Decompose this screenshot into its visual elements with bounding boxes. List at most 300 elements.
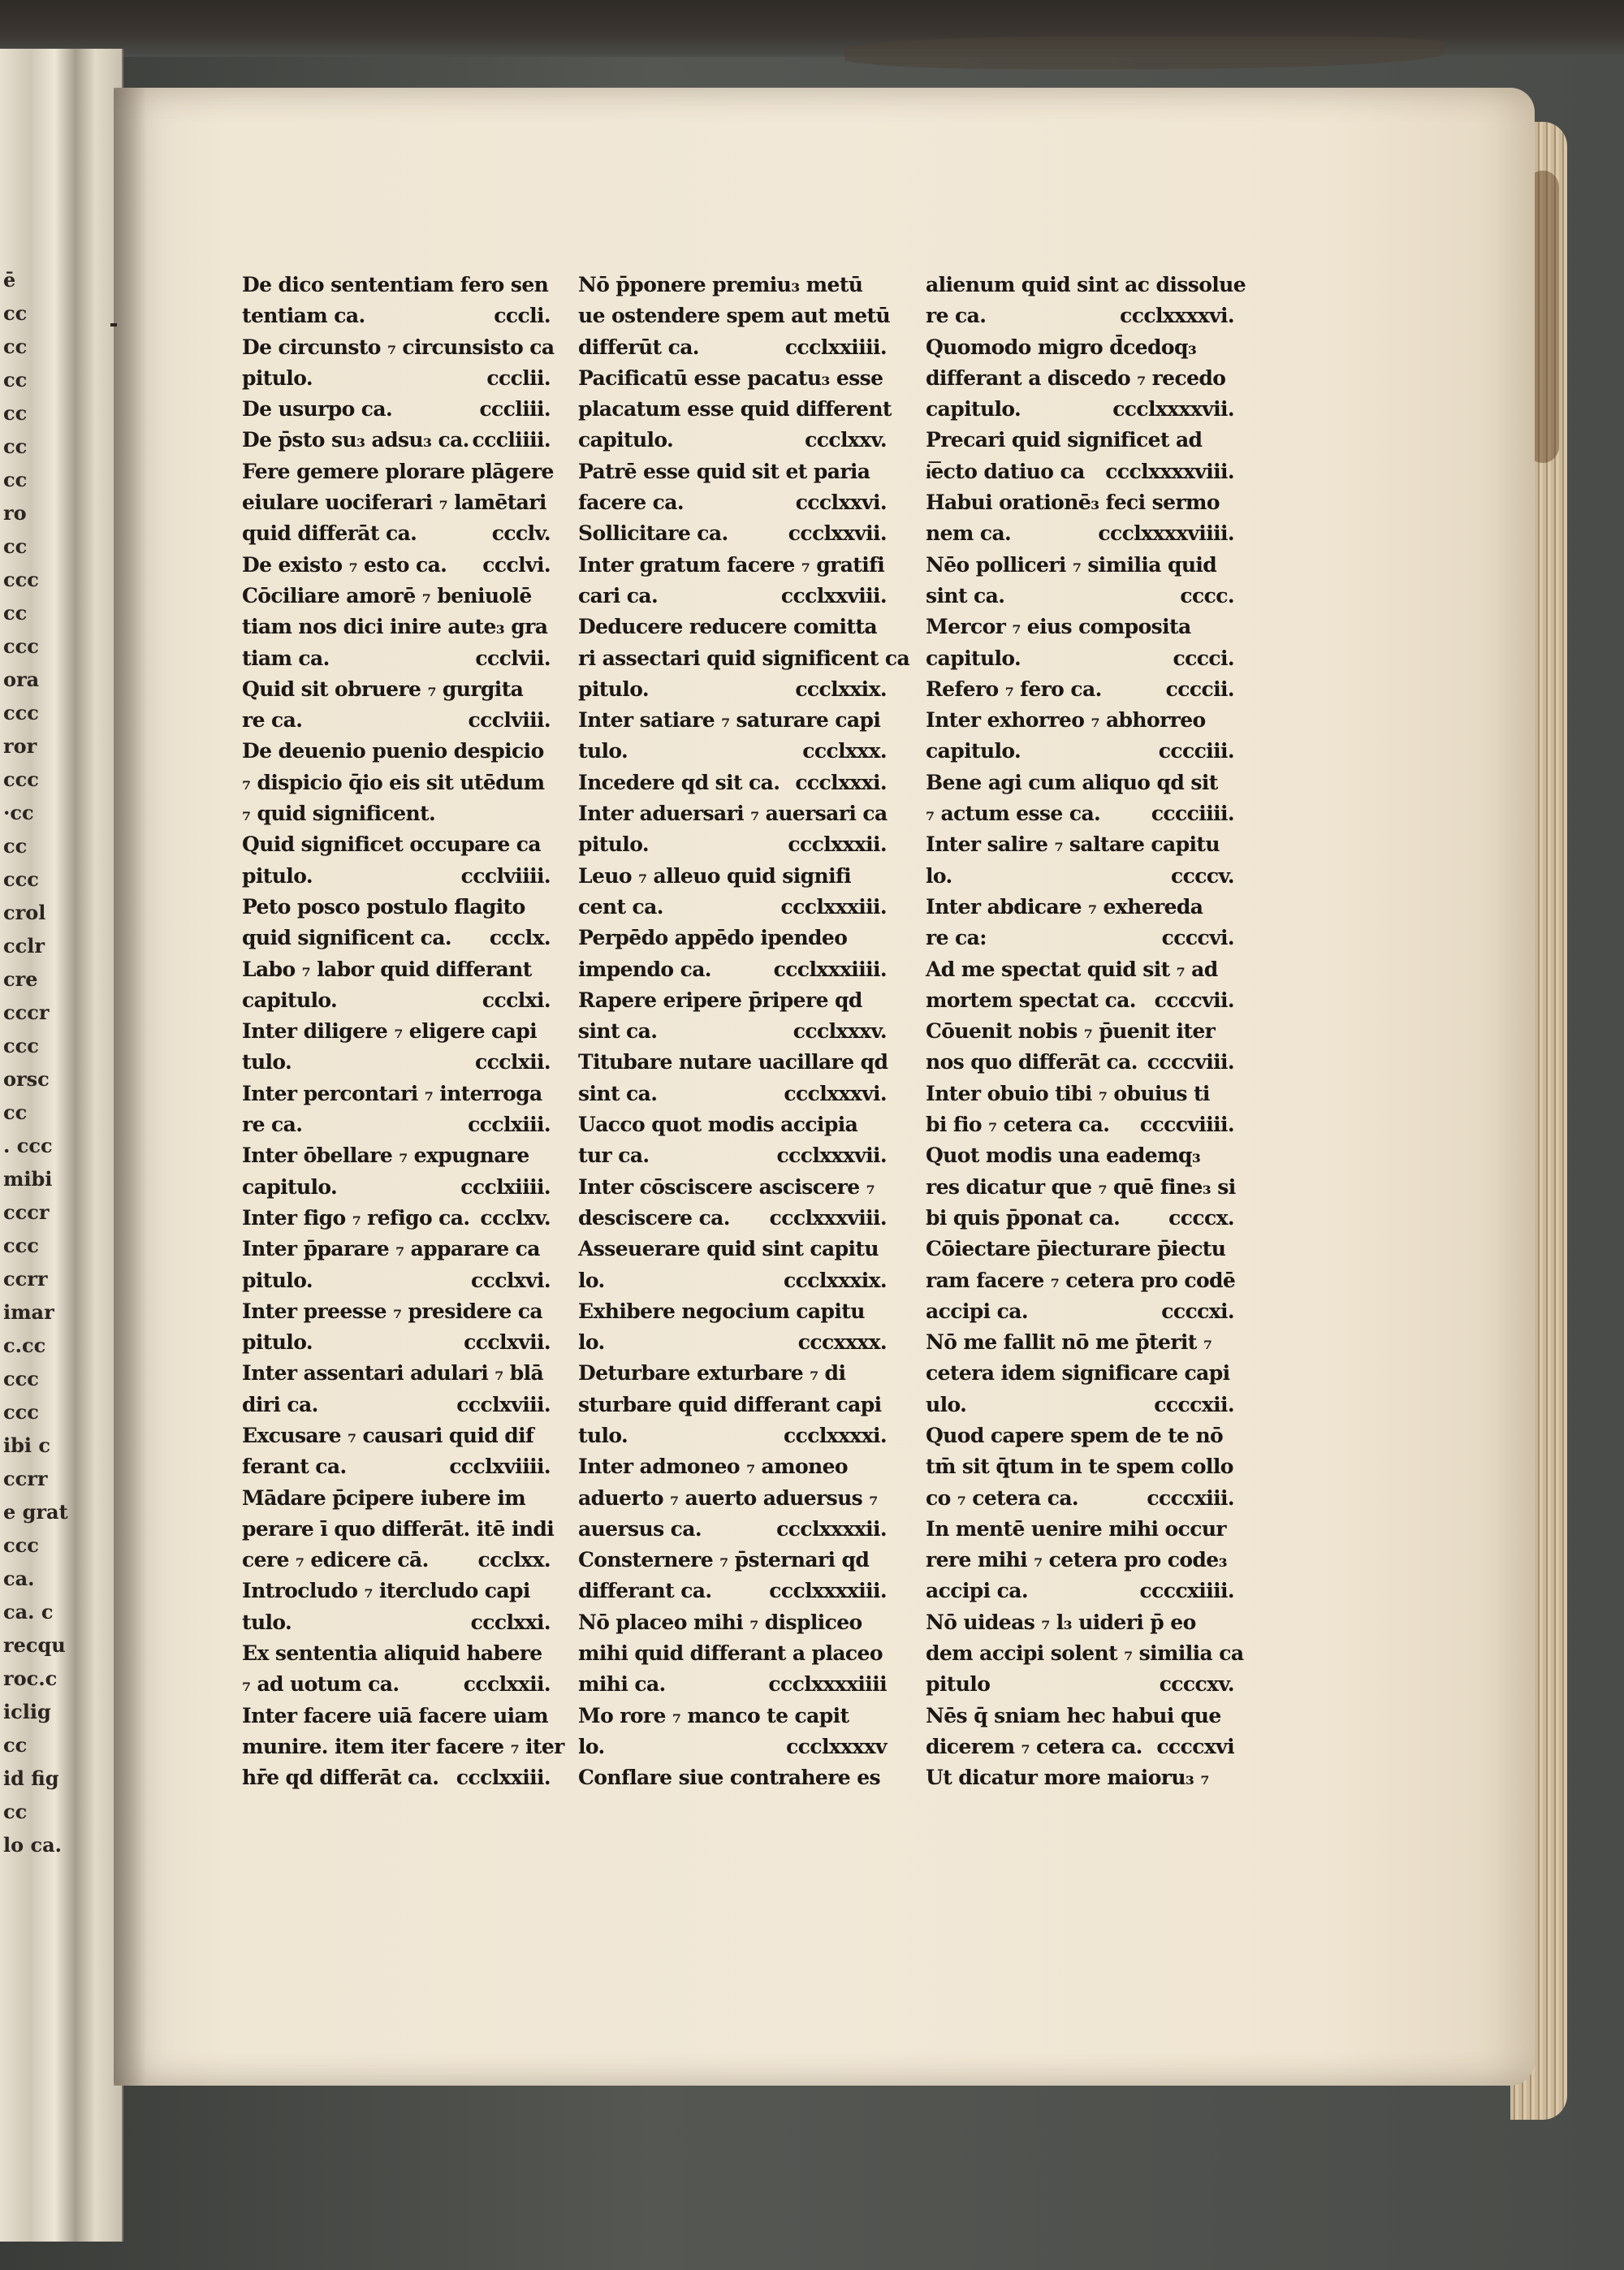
index-entry-line bbox=[926, 518, 1234, 549]
index-entry-line bbox=[926, 487, 1234, 518]
entry-text: Precari quid significet ad bbox=[926, 428, 1203, 452]
entry-text: dem accipi solent ₇ similia ca bbox=[926, 1641, 1244, 1666]
chapter-number: cccci. bbox=[1173, 646, 1234, 670]
index-entry-line bbox=[578, 861, 887, 892]
entry-text: Ut dicatur more maioru₃ ₇ bbox=[926, 1766, 1209, 1790]
index-entry-line bbox=[242, 1140, 551, 1171]
entry-text: Nō me fallit nō me p̄terit ₇ bbox=[926, 1330, 1212, 1355]
entry-text: bi fio ₇ cetera ca. bbox=[926, 1113, 1110, 1137]
entry-text: Nō uideas ₇ l₃ uideri p̄ eo bbox=[926, 1610, 1196, 1634]
previous-leaf-fragment: cc bbox=[3, 834, 28, 858]
entry-text: ₇ dispicio q̄io eis sit utēdum bbox=[242, 770, 545, 794]
entry-text: Inter ōbellare ₇ expugnare bbox=[242, 1144, 529, 1168]
previous-leaf-fragment: ccc bbox=[3, 634, 39, 658]
index-entry-line bbox=[578, 767, 887, 798]
chapter-number: ccclxxiii. bbox=[456, 1766, 551, 1790]
entry-text: co ₇ cetera ca. bbox=[926, 1485, 1079, 1510]
index-entry-line bbox=[926, 1576, 1234, 1606]
index-entry-line bbox=[242, 1358, 551, 1389]
chapter-number: ccclxxxvii. bbox=[776, 1144, 887, 1168]
entry-text: Inter aduersari ₇ auersari ca bbox=[578, 802, 888, 826]
index-entry-line bbox=[242, 1265, 551, 1296]
index-entry-line bbox=[926, 1607, 1234, 1638]
index-entry-line bbox=[242, 487, 551, 518]
entry-text: Fere gemere plorare plāgere bbox=[242, 459, 554, 483]
chapter-number: ccclxxii. bbox=[463, 1672, 551, 1697]
index-entry-line bbox=[578, 270, 887, 301]
previous-leaf-text bbox=[0, 268, 114, 1876]
index-entry-line bbox=[242, 736, 551, 767]
entry-text: Inter salire ₇ saltare capitu bbox=[926, 832, 1220, 857]
previous-leaf-fragment: ccc bbox=[3, 867, 39, 891]
chapter-number: ccccx. bbox=[1168, 1205, 1234, 1230]
entry-text: accipi ca. bbox=[926, 1299, 1028, 1323]
chapter-number: ccclxxxxiiii bbox=[768, 1672, 887, 1697]
binding-damage bbox=[844, 37, 1445, 69]
index-entry-line bbox=[242, 612, 551, 642]
index-entry-line bbox=[242, 1390, 551, 1420]
chapter-number: ccclxii. bbox=[475, 1050, 551, 1074]
chapter-number: ccclxxviii. bbox=[780, 583, 887, 607]
index-entry-line bbox=[926, 1451, 1234, 1482]
index-entry-line bbox=[242, 1514, 555, 1545]
index-entry-line bbox=[578, 301, 891, 331]
chapter-number: ccclxviii. bbox=[456, 1392, 551, 1416]
chapter-number: ccccv. bbox=[1170, 863, 1234, 888]
index-entry-line bbox=[926, 892, 1234, 923]
index-entry-line bbox=[242, 798, 551, 829]
entry-text: tm̄ sit q̄tum in te spem collo bbox=[926, 1455, 1233, 1479]
index-entry-line bbox=[578, 643, 910, 674]
previous-leaf-fragment: ca. c bbox=[3, 1600, 54, 1624]
entry-text: alienum quid sint ac dissolue bbox=[926, 273, 1246, 296]
previous-leaves bbox=[0, 49, 123, 2242]
index-entry-line bbox=[926, 767, 1234, 798]
entry-text: Inter figo ₇ refigo ca. bbox=[242, 1205, 470, 1230]
entry-text: ₇ actum esse ca. bbox=[926, 802, 1101, 826]
entry-text: capitulo. bbox=[926, 646, 1021, 670]
entry-text: Quomodo migro d̄cedoq₃ bbox=[926, 335, 1197, 359]
chapter-number: cccliiii. bbox=[472, 428, 551, 452]
chapter-number: ccclxxxxv bbox=[786, 1734, 887, 1758]
index-entry-line bbox=[242, 705, 551, 736]
entry-text: aduerto ₇ auerto aduersus ₇ bbox=[578, 1485, 878, 1510]
previous-leaf-fragment: cclr bbox=[3, 934, 45, 958]
index-entry-line bbox=[926, 1483, 1234, 1514]
index-entry-line bbox=[242, 1296, 551, 1327]
entry-text: Incedere qd sit ca. bbox=[578, 770, 780, 794]
chapter-number: ccclxxxviii. bbox=[769, 1205, 887, 1230]
chapter-number: ccccxiii. bbox=[1147, 1485, 1234, 1510]
index-entry-line bbox=[242, 985, 551, 1016]
entry-text: eiulare uociferari ₇ lamētari bbox=[242, 491, 546, 515]
previous-leaf-fragment: ccc bbox=[3, 767, 39, 791]
entry-text: capitulo. bbox=[926, 739, 1021, 763]
chapter-number: ccclxxxvi. bbox=[784, 1081, 887, 1105]
index-entry-line bbox=[926, 581, 1234, 612]
chapter-number: ccclxxvi. bbox=[795, 491, 887, 515]
entry-text: De existo ₇ esto ca. bbox=[242, 552, 447, 577]
index-entry-line bbox=[578, 736, 887, 767]
entry-text: facere ca. bbox=[578, 491, 684, 515]
index-entry-line bbox=[242, 363, 551, 394]
index-entry-line bbox=[926, 1296, 1234, 1327]
index-entry-line bbox=[242, 1016, 551, 1047]
index-entry-line bbox=[926, 550, 1234, 581]
entry-text: Titubare nutare uacillare qd bbox=[578, 1050, 888, 1074]
chapter-number: ccclxxx. bbox=[802, 739, 887, 763]
index-entry-line bbox=[926, 1514, 1234, 1545]
entry-text: Mercor ₇ eius composita bbox=[926, 615, 1191, 639]
index-entry-line bbox=[926, 1109, 1234, 1140]
index-entry-line bbox=[578, 1576, 887, 1606]
entry-text: sint ca. bbox=[926, 583, 1005, 607]
chapter-number: ccclxxxxviii. bbox=[1105, 459, 1234, 483]
entry-text: perare ī quo differāt. itē indi bbox=[242, 1516, 555, 1541]
previous-leaf-fragment: orsc bbox=[3, 1067, 50, 1091]
index-entry-line bbox=[578, 829, 887, 860]
index-entry-line bbox=[578, 1140, 887, 1171]
entry-text: Ad me spectat quid sit ₇ ad bbox=[926, 957, 1218, 981]
previous-leaf-fragment: roc.c bbox=[3, 1667, 58, 1690]
entry-text: De deuenio puenio despicio bbox=[242, 739, 544, 763]
index-entry-line bbox=[578, 1483, 887, 1514]
entry-text: tulo. bbox=[242, 1610, 292, 1634]
entry-text: lo. bbox=[578, 1734, 605, 1758]
index-entry-line bbox=[926, 736, 1234, 767]
entry-text: munire. item iter facere ₇ iter bbox=[242, 1734, 564, 1758]
index-entry-line bbox=[242, 643, 551, 674]
entry-text: Inter exhorreo ₇ abhorreo bbox=[926, 708, 1206, 733]
entry-text: mihi quid differant a placeo bbox=[578, 1641, 883, 1666]
chapter-number: ccclxxvii. bbox=[788, 521, 887, 546]
entry-text: Nō p̄ponere premiu₃ metū bbox=[578, 273, 863, 296]
chapter-number: ccclxx. bbox=[477, 1548, 551, 1572]
entry-text: In mentē uenire mihi occur bbox=[926, 1516, 1226, 1541]
previous-leaf-fragment: cc bbox=[3, 368, 28, 391]
entry-text: pitulo. bbox=[242, 1268, 313, 1292]
index-entry-line bbox=[926, 1327, 1234, 1358]
entry-text: Quid significet occupare ca bbox=[242, 832, 541, 857]
entry-text: Uacco quot modis accipia bbox=[578, 1113, 858, 1137]
entry-text: De dico sententiam fero sen bbox=[242, 273, 549, 296]
index-entry-line bbox=[926, 1265, 1234, 1296]
chapter-number: ccccvi. bbox=[1161, 926, 1234, 950]
index-entry-line bbox=[578, 1079, 887, 1109]
chapter-number: ccclxi. bbox=[482, 988, 551, 1012]
index-entry-line bbox=[578, 1047, 887, 1078]
entry-text: sturbare quid differant capi bbox=[578, 1392, 882, 1416]
entry-text: capitulo. bbox=[578, 428, 674, 452]
index-entry-line bbox=[242, 1327, 551, 1358]
chapter-number: ccccxii. bbox=[1154, 1392, 1234, 1416]
index-entry-line bbox=[926, 1079, 1234, 1109]
previous-leaf-fragment: ·cc bbox=[3, 801, 34, 824]
entry-text: capitulo. bbox=[926, 397, 1021, 422]
index-entry-line bbox=[578, 985, 887, 1016]
previous-leaf-fragment: lo ca. bbox=[3, 1833, 62, 1857]
previous-leaf-fragment: ca. bbox=[3, 1567, 35, 1590]
chapter-number: ccclxxxxii. bbox=[776, 1516, 887, 1541]
entry-text: Cōuenit nobis ₇ p̄uenit iter bbox=[926, 1019, 1216, 1044]
chapter-number: ccclxviiii. bbox=[449, 1455, 551, 1479]
entry-text: Introcludo ₇ itercludo capi bbox=[242, 1579, 530, 1603]
entry-text: Inter facere uiā facere uiam bbox=[242, 1703, 549, 1727]
previous-leaf-fragment: cc bbox=[3, 534, 28, 558]
index-entry-line bbox=[926, 1762, 1234, 1793]
index-entry-line bbox=[578, 923, 887, 953]
index-entry-line bbox=[926, 612, 1234, 642]
entry-text: nos quo differāt ca. bbox=[926, 1050, 1138, 1074]
index-entry-line bbox=[926, 394, 1234, 425]
entry-text: re ca: bbox=[926, 926, 987, 950]
index-entry-line bbox=[242, 674, 551, 705]
entry-text: Quod capere spem de te nō bbox=[926, 1423, 1224, 1447]
chapter-number: ccccviii. bbox=[1147, 1050, 1234, 1074]
previous-leaf-fragment: cccr bbox=[3, 1200, 50, 1224]
previous-leaf-fragment: ē bbox=[3, 268, 16, 292]
previous-leaf-fragment: ccc bbox=[3, 701, 39, 724]
index-entry-line bbox=[926, 923, 1234, 953]
index-entry-line bbox=[926, 1016, 1234, 1047]
index-entry-line bbox=[242, 394, 551, 425]
chapter-number: ccclvii. bbox=[475, 646, 551, 670]
index-entry-line bbox=[242, 861, 551, 892]
entry-text: tulo. bbox=[242, 1050, 292, 1074]
entry-text: tulo. bbox=[578, 1423, 628, 1447]
index-entry-line bbox=[242, 1669, 551, 1700]
entry-text: ulo. bbox=[926, 1392, 967, 1416]
index-entry-line bbox=[242, 892, 551, 923]
chapter-number: cccli. bbox=[494, 304, 551, 328]
previous-leaf-fragment: cc bbox=[3, 301, 28, 325]
chapter-number: ccclii. bbox=[486, 365, 551, 390]
chapter-number: ccclviii. bbox=[468, 708, 551, 733]
index-entry-line bbox=[926, 425, 1234, 456]
index-entry-line bbox=[578, 1265, 887, 1296]
index-entry-line bbox=[242, 767, 551, 798]
entry-text: ferant ca. bbox=[242, 1455, 347, 1479]
entry-text: re ca. bbox=[926, 304, 987, 328]
chapter-number: cccciii. bbox=[1158, 739, 1234, 763]
index-entry-line bbox=[926, 674, 1234, 705]
index-entry-line bbox=[242, 1607, 551, 1638]
index-entry-line bbox=[578, 1451, 887, 1482]
entry-text: Excusare ₇ causari quid dif bbox=[242, 1423, 534, 1447]
entry-text: Cōciliare amorē ₇ beniuolē bbox=[242, 583, 532, 607]
entry-text: differant ca. bbox=[578, 1579, 712, 1603]
index-entry-line bbox=[578, 1358, 887, 1389]
chapter-number: ccclxxv. bbox=[805, 428, 887, 452]
index-entry-line bbox=[926, 1140, 1234, 1171]
entry-text: Inter p̄parare ₇ apparare ca bbox=[242, 1237, 540, 1261]
chapter-number: ccclviiii. bbox=[460, 863, 551, 888]
index-entry-line bbox=[578, 1762, 887, 1793]
entry-text: pitulo. bbox=[578, 677, 649, 701]
index-entry-line bbox=[578, 425, 887, 456]
chapter-number: ccclxxxiiii. bbox=[773, 957, 887, 981]
index-entry-line bbox=[926, 363, 1234, 394]
previous-leaf-fragment: crol bbox=[3, 901, 46, 924]
chapter-number: ccclxvi. bbox=[471, 1268, 551, 1292]
index-entry-line bbox=[242, 1483, 551, 1514]
entry-text: sint ca. bbox=[578, 1081, 658, 1105]
entry-text: Inter obuio tibi ₇ obuius ti bbox=[926, 1081, 1210, 1105]
entry-text: Asseuerare quid sint capitu bbox=[578, 1237, 879, 1261]
index-entry-line bbox=[242, 270, 551, 301]
entry-text: quid significent ca. bbox=[242, 926, 451, 950]
entry-text: Inter diligere ₇ eligere capi bbox=[242, 1019, 538, 1044]
chapter-number: ccclvi. bbox=[482, 552, 551, 577]
index-entry-line bbox=[578, 798, 887, 829]
index-entry-line bbox=[242, 1451, 551, 1482]
index-entry-line bbox=[926, 643, 1234, 674]
index-entry-line bbox=[578, 1109, 887, 1140]
index-entry-line bbox=[578, 954, 887, 985]
index-entry-line bbox=[242, 1545, 551, 1576]
entry-text: pitulo. bbox=[578, 832, 649, 857]
chapter-number: ccclxxxi. bbox=[795, 770, 887, 794]
entry-text: Bene agi cum aliquo qd sit bbox=[926, 770, 1218, 794]
entry-text: nem ca. bbox=[926, 521, 1012, 546]
entry-text: re ca. bbox=[242, 1113, 303, 1137]
entry-text: Quid sit obruere ₇ gurgita bbox=[242, 677, 524, 701]
chapter-number: ccclxxix. bbox=[795, 677, 887, 701]
entry-text: Nēo polliceri ₇ similia quid bbox=[926, 552, 1217, 577]
index-entry-line bbox=[242, 1420, 551, 1451]
entry-text: pitulo. bbox=[242, 365, 313, 390]
chapter-number: ccccxiiii. bbox=[1139, 1579, 1234, 1603]
entry-text: Exhibere negocium capitu bbox=[578, 1299, 865, 1323]
previous-leaf-fragment: e grat bbox=[3, 1500, 68, 1524]
index-entry-line bbox=[578, 1203, 887, 1234]
index-entry-line bbox=[242, 954, 551, 985]
entry-text: Perpēdo appēdo ipendeo bbox=[578, 926, 848, 950]
previous-leaf-fragment: ro bbox=[3, 501, 27, 525]
entry-text: mihi ca. bbox=[578, 1672, 666, 1697]
chapter-number: ccclxiiii. bbox=[460, 1174, 551, 1199]
index-entry-line bbox=[578, 1234, 887, 1265]
index-entry-line bbox=[578, 518, 887, 549]
index-entry-line bbox=[242, 1576, 551, 1606]
entry-text: cent ca. bbox=[578, 894, 663, 919]
previous-leaf-fragment: ccc bbox=[3, 1367, 39, 1390]
entry-text: placatum esse quid different bbox=[578, 397, 892, 422]
entry-text: Conflare siue contrahere es bbox=[578, 1766, 880, 1790]
index-entry-line bbox=[242, 1109, 551, 1140]
entry-text: Sollicitare ca. bbox=[578, 521, 728, 546]
index-entry-line bbox=[926, 798, 1234, 829]
index-entry-line bbox=[578, 1732, 887, 1762]
index-entry-line bbox=[578, 363, 887, 394]
index-entry-line bbox=[578, 674, 887, 705]
entry-text: Ex sententia aliquid habere bbox=[242, 1641, 542, 1666]
previous-leaf-fragment: imar bbox=[3, 1300, 54, 1324]
entry-text: Inter assentari adulari ₇ blā bbox=[242, 1361, 544, 1386]
index-entry-line bbox=[578, 1607, 887, 1638]
previous-leaf-fragment: ror bbox=[3, 734, 37, 758]
entry-text: Inter admoneo ₇ amoneo bbox=[578, 1455, 849, 1479]
index-entry-line bbox=[242, 581, 551, 612]
previous-leaf-fragment: ccc bbox=[3, 568, 39, 591]
previous-leaf-fragment: cc bbox=[3, 1100, 28, 1124]
index-entry-line bbox=[926, 332, 1234, 363]
index-entry-line bbox=[578, 892, 887, 923]
chapter-number: ccclxxxii. bbox=[788, 832, 887, 857]
entry-text: bi quis p̄ponat ca. bbox=[926, 1205, 1121, 1230]
entry-text: tulo. bbox=[578, 739, 628, 763]
previous-leaf-fragment: iclig bbox=[3, 1700, 51, 1723]
entry-text: ram facere ₇ cetera pro codē bbox=[926, 1268, 1236, 1292]
index-entry-line bbox=[926, 1172, 1234, 1203]
index-entry-line bbox=[926, 985, 1234, 1016]
previous-leaf-fragment: cccr bbox=[3, 1001, 50, 1024]
index-entry-line bbox=[242, 1732, 564, 1762]
index-entry-line bbox=[578, 456, 887, 487]
index-entry-line bbox=[926, 829, 1234, 860]
chapter-number: ccclxxxv. bbox=[793, 1019, 887, 1044]
index-entry-line bbox=[926, 954, 1234, 985]
previous-leaf-fragment: ccc bbox=[3, 1533, 39, 1557]
entry-text: cere ₇ edicere cā. bbox=[242, 1548, 429, 1572]
entry-text: De usurpo ca. bbox=[242, 397, 393, 422]
entry-text: tur ca. bbox=[578, 1144, 650, 1168]
entry-text: Nēs q̄ sniam hec habui que bbox=[926, 1703, 1221, 1727]
index-entry-line bbox=[926, 1234, 1234, 1265]
entry-text: pitulo. bbox=[242, 1330, 313, 1355]
chapter-number: cccliii. bbox=[479, 397, 551, 422]
index-entry-line bbox=[242, 1638, 551, 1669]
index-entry-line bbox=[578, 550, 887, 581]
entry-text: Nō placeo mihi ₇ displiceo bbox=[578, 1610, 862, 1634]
entry-text: Labo ₇ labor quid differant bbox=[242, 957, 532, 981]
index-entry-line bbox=[578, 1545, 887, 1576]
index-entry-line bbox=[242, 1203, 551, 1234]
index-entry-line bbox=[242, 923, 551, 953]
entry-text: impendo ca. bbox=[578, 957, 711, 981]
index-entry-line bbox=[578, 581, 887, 612]
chapter-number: cccciiii. bbox=[1151, 802, 1234, 826]
index-entry-line bbox=[578, 1514, 887, 1545]
index-entry-line bbox=[242, 301, 551, 331]
chapter-number: ccclx. bbox=[489, 926, 551, 950]
index-entry-line bbox=[242, 425, 551, 456]
chapter-number: ccccviiii. bbox=[1139, 1113, 1234, 1137]
entry-text: accipi ca. bbox=[926, 1579, 1028, 1603]
entry-text: sint ca. bbox=[578, 1019, 658, 1044]
entry-text: tentiam ca. bbox=[242, 304, 365, 328]
index-entry-line bbox=[578, 394, 892, 425]
entry-text: Habui orationē₃ feci sermo bbox=[926, 491, 1220, 515]
chapter-number: ccccxi. bbox=[1161, 1299, 1234, 1323]
chapter-number: ccclxxxiii. bbox=[780, 894, 887, 919]
index-entry-line bbox=[926, 705, 1234, 736]
index-entry-line bbox=[926, 1732, 1234, 1762]
text-column-2 bbox=[578, 270, 910, 1794]
index-entry-line bbox=[926, 270, 1246, 301]
previous-leaf-fragment: recqu bbox=[3, 1633, 66, 1657]
entry-text: lo. bbox=[926, 863, 952, 888]
chapter-number: ccclxxxix. bbox=[784, 1268, 887, 1292]
entry-text: desciscere ca. bbox=[578, 1205, 730, 1230]
entry-text: Mo rore ₇ manco te capit bbox=[578, 1703, 849, 1727]
index-entry-line bbox=[242, 518, 551, 549]
previous-leaf-fragment: id fig bbox=[3, 1766, 59, 1790]
index-entry-line bbox=[926, 1638, 1244, 1669]
index-entry-line bbox=[926, 301, 1234, 331]
index-entry-line bbox=[242, 550, 551, 581]
entry-text: Inter gratum facere ₇ gratifi bbox=[578, 552, 885, 577]
